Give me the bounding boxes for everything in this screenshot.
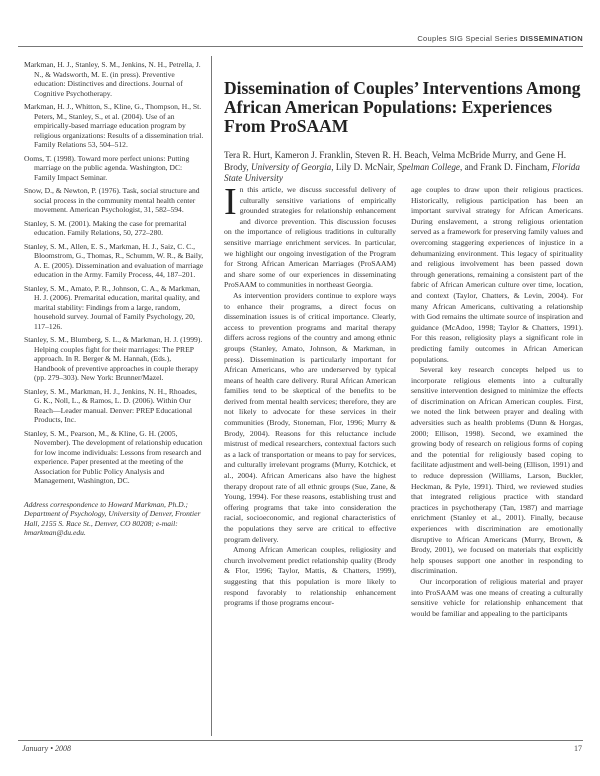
header-series: Couples SIG Special Series — [417, 34, 518, 43]
body-paragraph: Our incorporation of religious material and prayer into ProSAAM was one means of creating a culturally sensitive vehicle for relationship enhancement that would be familiar and appealing to the participants — [411, 576, 583, 618]
reference-item: Snow, D., & Newton, P. (1976). Task, social structure and social process in the community mental health center movement. American Psychologist, 31, 582–594. — [24, 186, 200, 214]
body-paragraph — [224, 181, 396, 291]
body-column-1 — [224, 181, 396, 609]
authors-line-1: Tera R. Hurt, Kameron J. Franklin, Steven R. H. Beach, Velma McBride Murry, and Gene H. Brody, — [224, 150, 567, 172]
column-divider — [211, 56, 212, 736]
reference-column — [24, 60, 204, 538]
paragraph-text: n this article, we discuss successful delivery of culturally sensitive variations of empirically grounded strategies for relationship enhancement and divorce prevention. This discussion focuses on the importance of religious traditions in culturally sensitive marriage enrichment services. In particular, we highlight our ongoing investigation of the Program for Strong African American Marriages (ProSAAM) and share some of our experiences in disseminating ProSAAM to communities in northeast Georgia. — [224, 185, 396, 290]
article-title: Dissemination of Couples’ Interventions Among African American Populations: Experiences From ProSAAM — [224, 78, 581, 136]
body-paragraph: Several key research concepts helped us to incorporate religious elements into a culturally sensitive intervention designed to minimize the effects of discrimination on African American couples. First, we noted the link between prayer and dealing with adversities such as health problems (Dunn & Horgas, 2000; Ellison, 1998). Second, we examined the growing body of research on religious forms of coping and the potential for religiously based coping to facilitate adjustment and well-being (Ellison, 1991) and to reduce depression (Williams, Larson, Buckler, Heckman, & Pyle, 1991). Third, we reviewed studies that integrated religious practice with standard practices in psychotherapy (Tan, 1987) and marriage enrichment (Stanley et al., 2001). Finally, because experiences with discrimination are emotionally disruptive to African Americans (Murry, Brown, & Brody, 2001), we focused on materials that explicitly help spouses support one another in responding to discrimination. — [411, 365, 583, 576]
author-list — [224, 150, 584, 185]
affiliation-3: Florida State University — [224, 161, 580, 183]
reference-item: Stanley, S. M., Markman, H. J., Jenkins, N. H., Rhoades, G. K., Noll, L., & Ramos, L. D. (2006). Within Our Reach—Leader manual. Denver: PREP Educational Products, Inc. — [24, 386, 197, 424]
running-header — [0, 34, 583, 43]
reference-item: Stanley, S. M. (2001). Making the case for premarital education. Family Relations, 50, 272–280. — [24, 218, 187, 237]
issue-date: January • 2008 — [22, 744, 72, 753]
drop-cap: I — [224, 181, 237, 223]
body-paragraph: Among African American couples, religiosity and church involvement predict relationship quality (Brody & Flor, 1996; Taylor, Mattis, & Chatters, 1999), suggesting that this population is more likely to respond favorably to relationship enhancement programs if those programs encour- — [224, 545, 396, 608]
authors-line-2: , Lily D. McNair, — [331, 161, 396, 172]
reference-item: Stanley, S. M., Blumberg, S. L., & Markman, H. J. (1999). Helping couples fight for their marriages: The PREP approach. In R. Berger & M. Hannah, (Eds.), Handbook of preventive approaches in couple therapy (pp. 279–303). New York: Brunner/Mazel. — [24, 335, 203, 382]
authors-line-3: , and Frank D. Fincham, — [460, 161, 550, 172]
body-column-2 — [411, 185, 583, 619]
body-paragraph: As intervention providers continue to explore ways to enhance their programs, a direct focus on dissemination issues is of critical importance. Clearly, access to prevention programs and marital therapy differs across regions of the country and among ethnic groups (Stanley, Amato, Johnson, & Markman, in press). Dissemination is particularly important for African Americans, who are underserved by typical means of health care delivery. Rural African American families tend to be skeptical of the benefits to be derived from mental health services; therefore, they are not likely to advocate for these services in their communities (Brody, Stoneman, Flor, 1996; Murry & Brody, 2004). Reasons for this reluctance include mistrust of medical researchers, contextual factors such as a lack of transportation or means to pay for services, and culturally irrelevant programs (Murry, Kotchick, et al., 2004). African Americans also have the highest therapy dropout rate of all ethnic groups (Sue, Zane, & Young, 1994). For these reasons, establishing trust and offering programs that take into consideration the racial, socioeconomic, and regional characteristics of the populations they serve are critical to effective program delivery. — [224, 290, 396, 544]
correspondence-address: Address correspondence to Howard Markman, Ph.D.; Department of Psychology, University of Denver, Frontier Hall, 2155 S. Race St., Denver, CO 80208; e-mail: hmarkman@du.edu. — [24, 499, 201, 537]
affiliation-2: Spelman College — [397, 161, 461, 172]
reference-item: Markman, H. J., Stanley, S. M., Jenkins, N. H., Petrella, J. N., & Wadsworth, M. E. (in press). Preventive education: Distinctives and directions. Journal of Cognitive Psychotherapy. — [24, 60, 201, 98]
reference-item: Ooms, T. (1998). Toward more perfect unions: Putting marriage on the public agenda. Washington, DC: Family Impact Seminar. — [24, 153, 190, 182]
affiliation-1: University of Georgia — [250, 161, 332, 172]
header-rule — [18, 46, 583, 47]
reference-item: Stanley, S. M., Amato, P. R., Johnson, C. A., & Markman, H. J. (2006). Premarital education, marital quality, and marital stability: Findings from a large, random, household survey. Journal of Family Psychology, 20, 117–126. — [24, 283, 201, 331]
body-paragraph: age couples to draw upon their religious practices. Historically, religious participation has been an important survival strategy for African Americans. During enslavement, a strong religious orientation served as a framework for preserving family values and overcoming staggering experiences of injustice in a dehumanizing environment. This legacy of spirituality and religious involvement has been passed down through generations, remaining a consistent part of the fabric of African American culture over time, location, and context (Taylor, Chatters, & Levin, 2004). For many African Americans, cultivating a relationship with God remains the ultimate source of inspiration and guidance (McAdoo, 1998; Taylor & Chatters, 1991). For this reason, religiosity plays a significant role in predicting family outcomes in African American populations. — [411, 185, 583, 364]
page-number: 17 — [574, 744, 582, 753]
reference-item: Stanley, S. M., Pearson, M., & Kline, G. H. (2005, November). The development of relationship education for low income individuals: Lessons from research and experience. Paper presented at the meeting of the Association for Public Policy Analysis and Management, Washington, DC. — [24, 428, 203, 485]
reference-item: Markman, H. J., Whitton, S., Kline, G., Thompson, H., St. Peters, M., Stanley, S., et al. (2004). Use of an empirically-based marriage education program by religious organizations: Results of a dissemination trial. Family Relations 53, 504–512. — [24, 102, 204, 149]
footer-rule — [18, 740, 583, 741]
header-section: DISSEMINATION — [520, 34, 583, 43]
reference-item: Stanley, S. M., Allen, E. S., Markman, H. J., Saiz, C. C., Bloomstrom, G., Thomas, R., Schumm, W. R., & Baily, A. E. (2005). Dissemination and evaluation of marriage education in the Army. Family Process, 44, 187–201. — [24, 241, 204, 279]
